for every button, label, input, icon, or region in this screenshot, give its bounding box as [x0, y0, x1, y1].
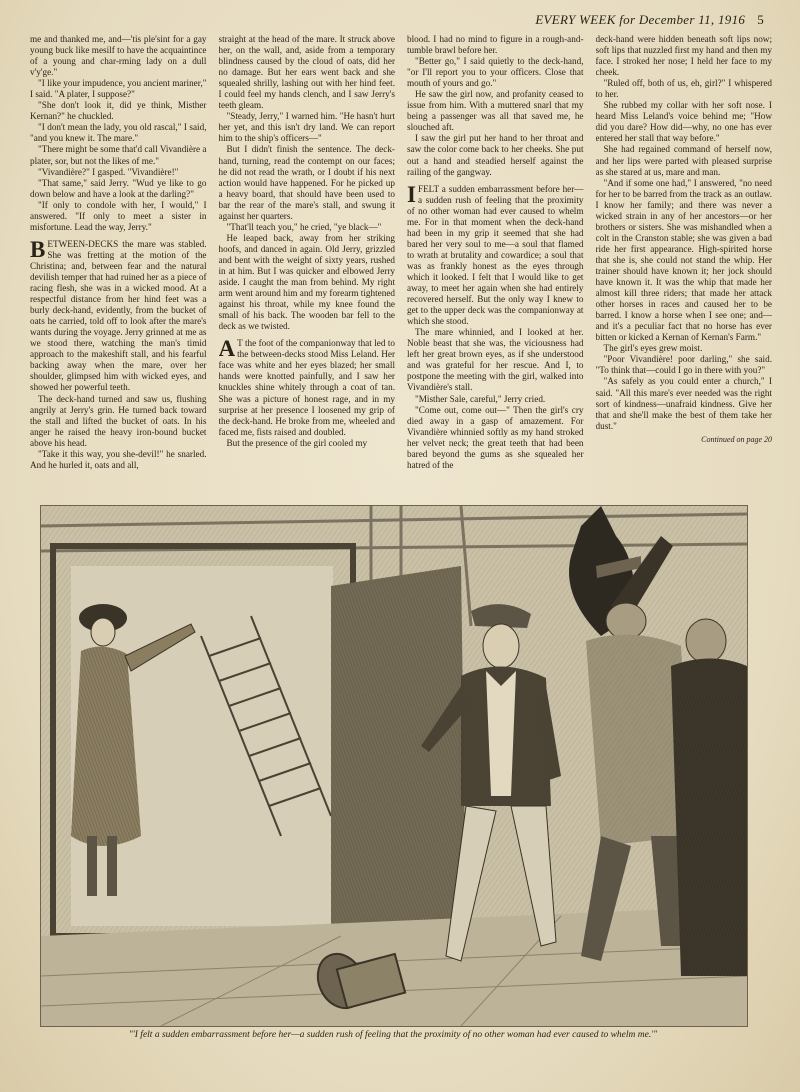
section-opening-paragraph [407, 181, 584, 328]
paragraph: The girl's eyes grew moist. [603, 343, 703, 354]
drop-cap-paragraph-text: FELT a sudden embarrassment before her—a sudden rush of feeling that the proximity of no other woman had ever caused to whelm me. For in that moment when the deck-hand had been in my grip it seemed that she had bared her very soul to me—a soul that flamed to wrath at brutality and cowardice; a soul that was as frankly honest as the eyes through which it looked. I felt that I would like to get away, to meet her again when she had entirely recovered herself. But the only way I knew to get to the upper deck was the companionway at which she stood. [407, 183, 584, 327]
drop-cap: I [407, 181, 416, 207]
paragraph: "She don't look it, did ye think, Misther Kernan?" he chuckled. [30, 100, 207, 122]
paragraph: "That'll teach you," he cried, "ye black—" [226, 221, 382, 232]
text-columns [30, 34, 772, 492]
paragraph: She had regained command of herself now, and her lips were parted with pleased surprise as she stared at us, mare and man. [595, 144, 772, 177]
paragraph: "Steady, Jerry," I warned him. "He hasn't hurt her yet, and this isn't dry land. We can report him to the ship's officers—" [218, 111, 395, 144]
paragraph: "Misther Sale, careful," Jerry cried. [415, 393, 546, 404]
illustration-drawing [41, 506, 747, 1026]
paragraph: I saw the girl put her hand to her throat and saw the color come back to her cheeks. She put out a hand and steadied herself against the railing of the gangway. [407, 133, 584, 177]
paragraph: "Vivandière?" I gasped. "Vivandière!" [38, 166, 179, 177]
drop-cap: B [30, 236, 46, 262]
paragraph: "Poor Vivandière! poor darling," she said. "To think that—could I go in there with you?" [595, 354, 772, 376]
section-opening-paragraph [30, 236, 207, 394]
column-4 [596, 34, 773, 492]
paragraph: The mare whinnied, and I looked at her. Noble beast that she was, the viciousness had left her great brown eyes, as if she understood and was grateful for her rescue. And I, to postpone the meeting with the girl, walked into Vivandière's stall. [407, 327, 584, 393]
paragraph: She rubbed my collar with her soft nose. I heard Miss Leland's voice behind me; "How did you dare? How did—why, no one has ever entered her stall that way before." [595, 100, 772, 144]
illustration-caption: "'I felt a sudden embarrassment before her—a sudden rush of feeling that the proximity of no other woman had ever caused to whelm me.'" [128, 1030, 658, 1040]
paragraph: He leaped back, away from her striking hoofs, and danced in again. Old Jerry, grizzled and bent with the weight of sixty years, rushed in at him. But I was quicker and elbowed Jerry aside. I caught the man from behind. My right arm went around him and my forearm tightened against his throat, while my knee found the small of his back. The wooden bar fell to the deck as we twisted. [218, 232, 395, 332]
paragraph: He saw the girl now, and profanity ceased to issue from him. With a muttered snarl that my being a passenger was all that saved me, he slouched aft. [407, 89, 584, 133]
paragraph: "Ruled off, both of us, eh, girl?" I whispered to her. [595, 78, 772, 100]
paragraph: But I didn't finish the sentence. The deck-hand, turning, read the contempt on our faces; he did not read the wrath, or I doubt if his next action would have happened. For he picked up a heavy board, that should have been used to bar the rear of the mare's stall, and swung it against her quarters. [218, 144, 395, 221]
paragraph: "If only to condole with her, I would," I answered. "If only to meet a sister in misfortune. Lead the way, Jerry." [30, 199, 207, 232]
paragraph: "As safely as you could enter a church," I said. "All this mare's ever needed was the right sort of kindness—unafraid kindness. Give her that and she'll make the best of them take her dust." [595, 376, 772, 431]
drop-cap: A [218, 336, 236, 362]
page-number: 5 [757, 12, 764, 27]
illustration [40, 505, 748, 1027]
continued-note: Continued on page 20 [701, 434, 772, 444]
paragraph: me and thanked me, and—'tis ple'sint for a gay young buck like mesilf to have the acquaintince of a young and char-rming lady on a dull v'y'ge." [30, 34, 207, 78]
paragraph: "I like your impudence, you ancient mariner," I said. "A plater, I suppose?" [30, 78, 207, 100]
section-opening-paragraph [219, 338, 396, 437]
paragraph: But the presence of the girl cooled my [226, 437, 368, 448]
paragraph: "There might be some that'd call Vivandière a plater, sor, but not the likes of me." [30, 144, 207, 166]
column-1 [30, 34, 207, 492]
old-man-figure [671, 619, 747, 976]
paragraph: deck-hand were hidden beneath soft lips now; soft lips that nuzzled first my hand and then my face. I stroked her nose; I held her face to my cheek. [595, 34, 772, 78]
drop-cap-paragraph-text: T the foot of the companionway that led to the between-decks stood Miss Leland. Her face was white and her eyes blazed; her small hands were knotted painfully, and I saw her knuckles shine whitely through a coat of tan. She was a picture of honest rage, and in my surprise at her presence I loosened my grip of the deck-hand. He broke from me, wheeled and faced me, fists raised and doubled. [218, 338, 395, 437]
paragraph: "Come out, come out—" Then the girl's cry died away in a gasp of amazement. For Vivandière whinnied softly as my hand stroked her velvet neck; the great teeth that had been bared beyond the gums as she squealed her hatred of the [407, 404, 584, 470]
paragraph: "Better go," I said quietly to the deck-hand, "or I'll report you to your officers. Close that mouth of yours and go." [407, 56, 584, 89]
column-2 [219, 34, 396, 492]
page-header [500, 12, 764, 28]
paragraph: "That same," said Jerry. "Wud ye like to go down below and have a look at the darling?" [30, 177, 207, 199]
running-title: EVERY WEEK for December 11, 1916 [535, 12, 746, 27]
paragraph: "I don't mean the lady, you old rascal," I said, "and you knew it. The mare." [30, 122, 207, 144]
paragraph: straight at the head of the mare. It struck above her, on the wall, and, aside from a temporary blindness caused by the cloud of oats, did her no damage. But her ears went back and she squealed shrilly, lashing out with her hind feet. I could feel my hands clench, and I saw Jerry's teeth gleam. [218, 34, 395, 111]
paragraph: "Take it this way, you she-devil!" he snarled. And he hurled it, oats and all, [30, 448, 207, 470]
paragraph: blood. I had no mind to figure in a rough-and-tumble brawl before her. [407, 34, 584, 56]
drop-cap-paragraph-text: ETWEEN-DECKS the mare was stabled. She was fretting at the motion of the Christina; and, between fear and the natural devilish temper that had ruined her as a piece of racing flesh, she was in a wicked mood. At a respectful distance from her hind feet was a burly deck-hand, evidently, from the bucket of oats he carried, told off to look after the mare's wants during the voyage. Jerry grinned at me as we stood there, watching the man's timid approach to the makeshift stall, and his fearful backing away when the mare, over her shoulder, glimpsed him with wicked eyes, and showed her powerful teeth. [30, 238, 207, 393]
paragraph: "And if some one had," I answered, "no need for her to be barred from the track as an outlaw. I know her family; and there was never a wicked strain in any of her ancestors—or her brothers or sisters. She was mishandled when a colt in the Cranston stable; she was given a bad ride her first appearance. High-spirited horse that she is, she could not stand the whip. Her trainer should have known it; her jock should have known it. It was the whip that made her almost kill three riders; that made her attack other horses in races and caused her to be barred. I know a horse when I see one; and—and it's a peculiar fact that no horse has ever bitten or kicked a Kernan of Kernan's Farm." [595, 177, 772, 343]
paragraph: The deck-hand turned and saw us, flushing angrily at Jerry's grin. He turned back toward the stall and lifted the bucket of oats. In his anger he raised the heavy iron-bound bucket above his head. [30, 393, 207, 448]
column-3 [407, 34, 584, 492]
